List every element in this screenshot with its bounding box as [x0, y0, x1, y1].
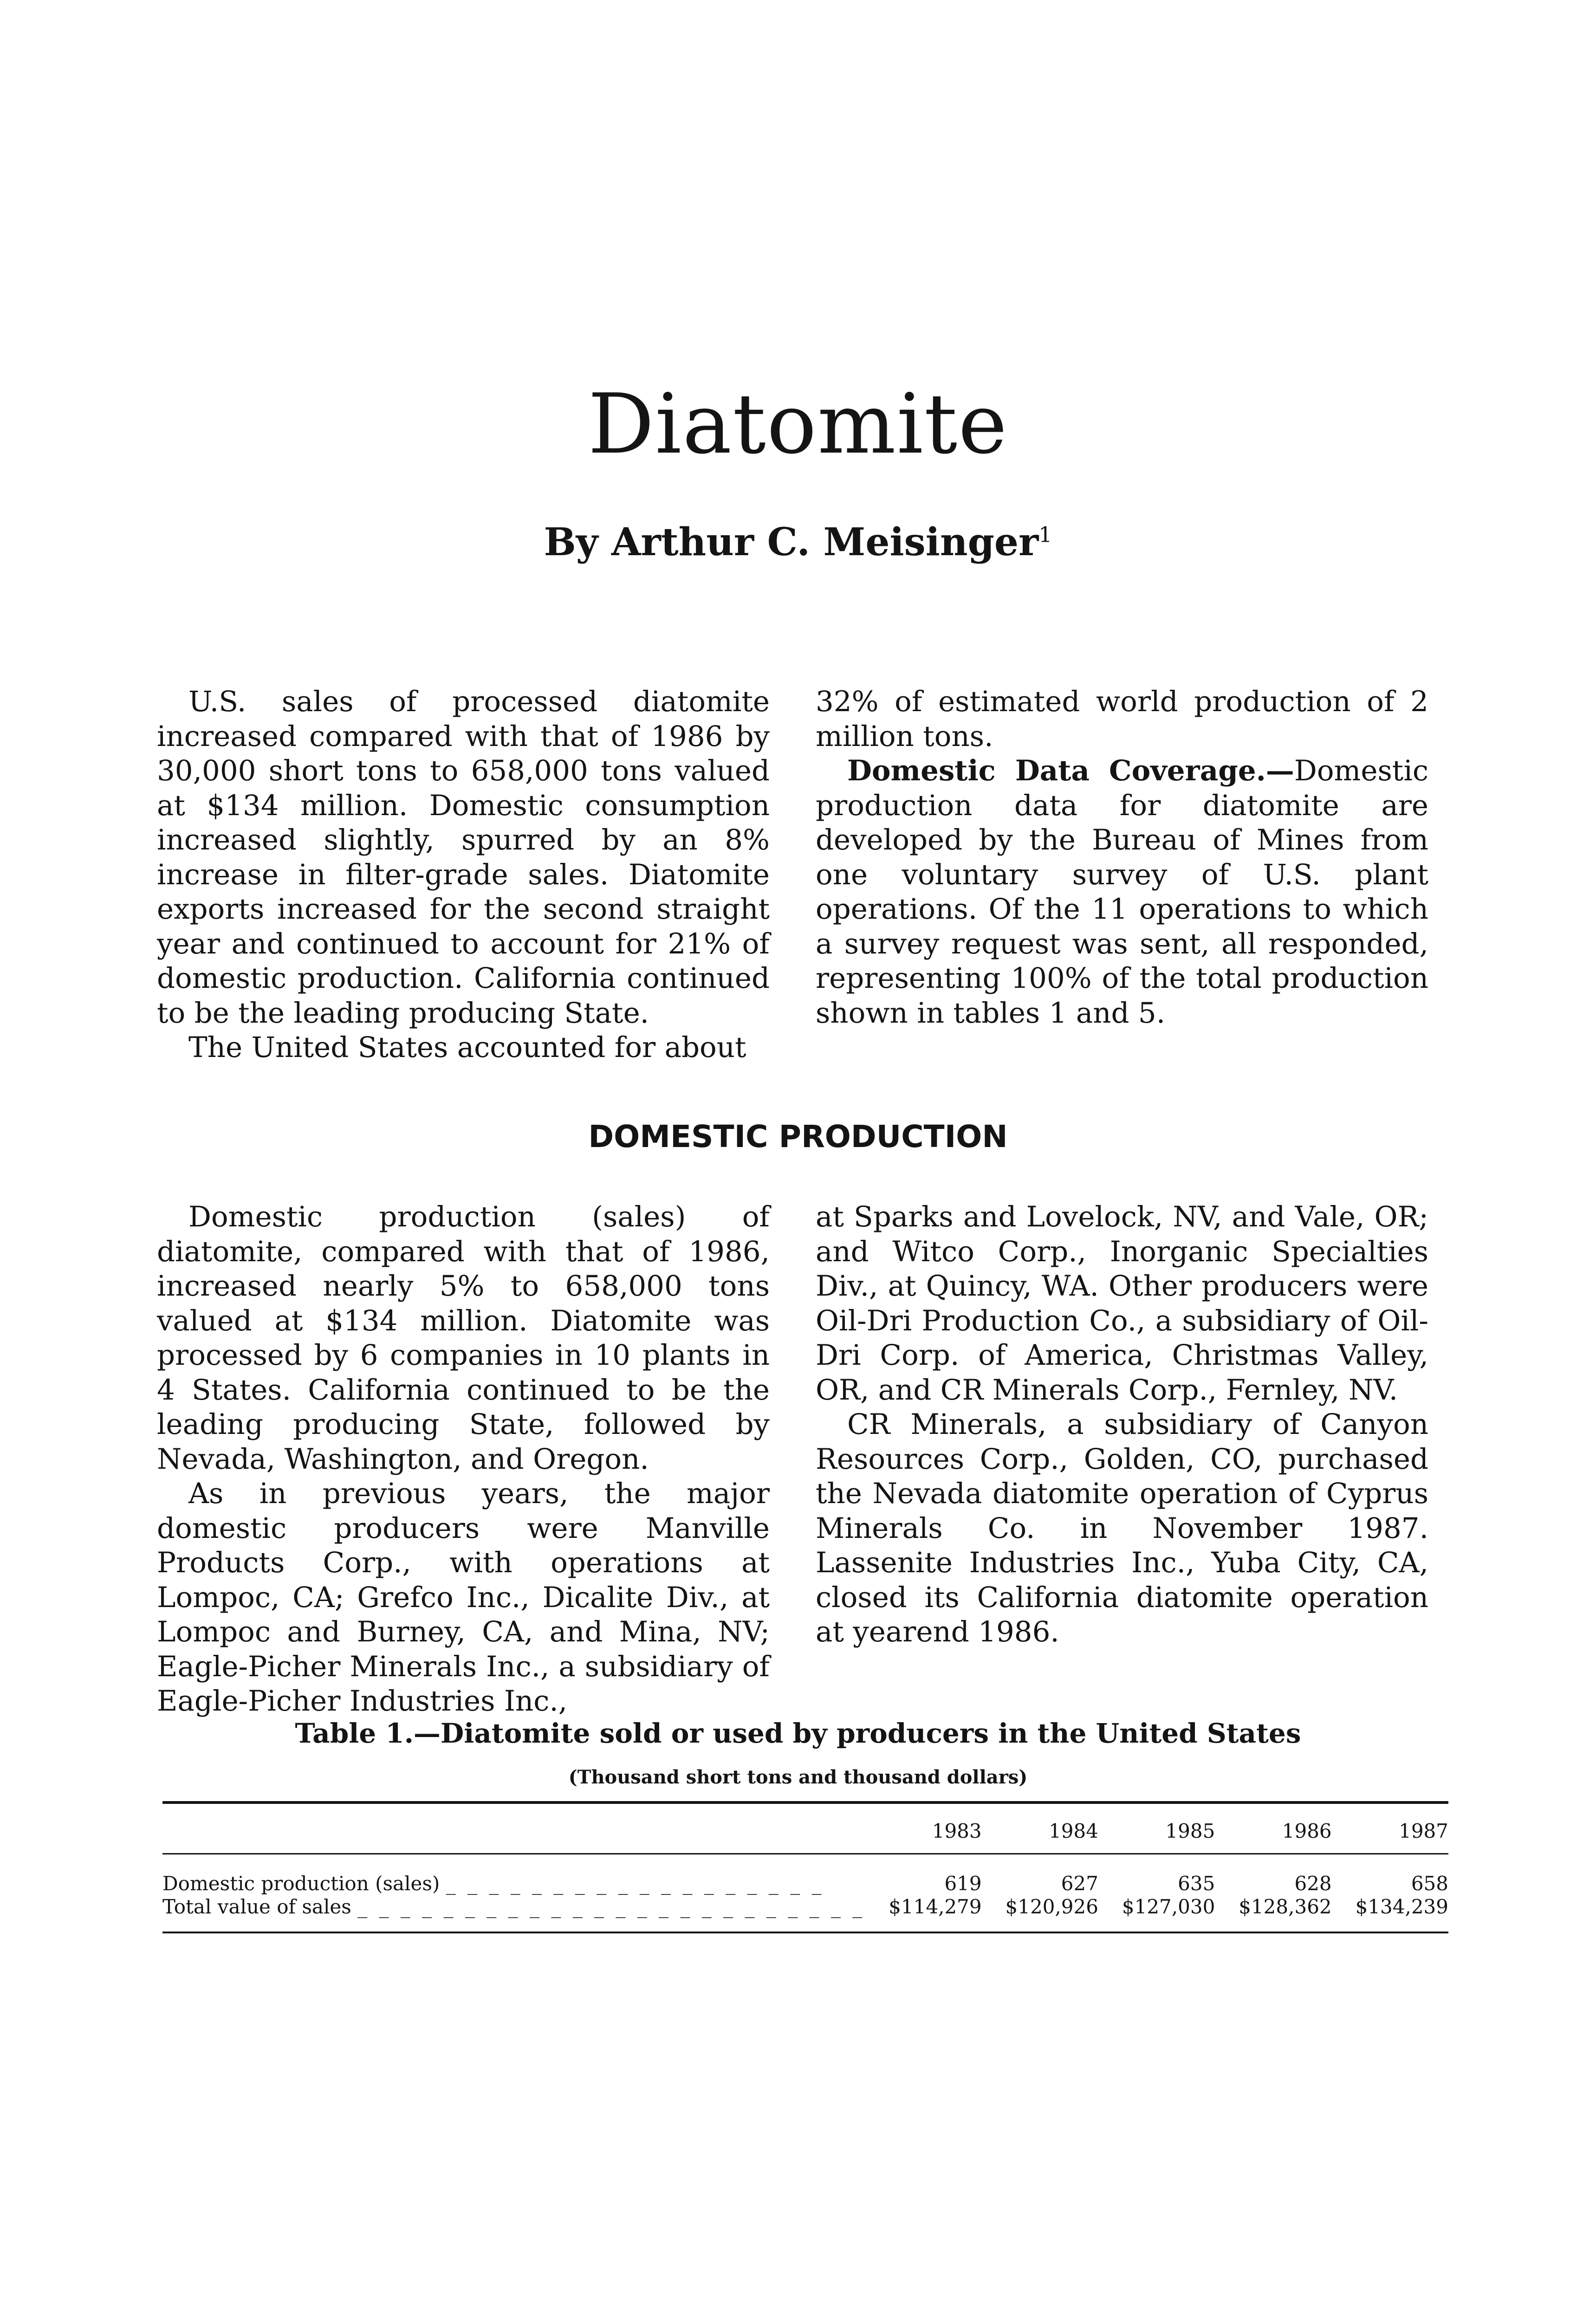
table-cell: $128,362	[1215, 1895, 1331, 1932]
data-coverage-heading: Domestic Data Coverage.—	[847, 754, 1294, 787]
table-cell: 627	[1061, 1872, 1098, 1895]
intro-paragraph-2-continued: 32% of estimated world production of 2 million tons.	[816, 685, 1428, 753]
byline	[0, 520, 1596, 564]
table-header-row	[162, 1802, 1448, 1854]
table-cell: $114,279	[865, 1895, 981, 1932]
section-heading-domestic-production: DOMESTIC PRODUCTION	[588, 1119, 1008, 1154]
domestic-paragraph-1: Domestic production (sales) of diatomite, compared with that of 1986, increased nearly 5% to 658,000 tons valued at $134 million. Diatomite was processed by 6 companies in 10 plants in 4 States. California continued to be the leading producing State, followed by Nevada, Washington, and Oregon.	[157, 1200, 770, 1476]
row-label-text: Domestic production (sales)	[162, 1872, 440, 1895]
domestic-paragraph-2-continued: at Sparks and Lovelock, NV, and Vale, OR; and Witco Corp., Inorganic Specialties Div., at Quincy, WA. Other producers were Oil-Dri Production Co., a subsidiary of Oil-Dri Corp. of America, Christmas Valley, OR, and CR Minerals Corp., Fernley, NV.	[816, 1200, 1428, 1407]
row-label	[162, 1854, 865, 1896]
table-cell: 658	[1411, 1872, 1448, 1895]
intro-paragraph-2: The United States accounted for about	[188, 1031, 746, 1064]
table-cell: 628	[1294, 1872, 1332, 1895]
table-cell: $120,926	[982, 1895, 1098, 1932]
domestic-right-column	[816, 1200, 1428, 1650]
table-header-year: 1985	[1098, 1802, 1215, 1854]
leader-dots: _ _ _ _ _ _ _ _ _ _ _ _ _ _ _ _ _ _	[446, 1872, 824, 1895]
table-header-year: 1984	[982, 1802, 1098, 1854]
intro-left-column	[157, 685, 770, 1065]
row-label-text: Total value of sales	[162, 1895, 351, 1918]
table-row	[162, 1854, 1448, 1896]
intro-right-column	[816, 685, 1428, 1031]
table-cell: 619	[944, 1872, 982, 1895]
table-1-title: Table 1.—Diatomite sold or used by producers in the United States	[295, 1718, 1301, 1749]
intro-paragraph-1: U.S. sales of processed diatomite increased compared with that of 1986 by 30,000 short tons to 658,000 tons valued at $134 million. Domestic consumption increased slightly, spurred by an 8% increase in filter-grade sales. Diatomite exports increased for the second straight year and continued to account for 21% of domestic production. California continued to be the leading producing State.	[157, 685, 770, 1030]
domestic-paragraph-2: As in previous years, the major domestic producers were Manville Products Corp., with operations at Lompoc, CA; Grefco Inc., Dicalite Div., at Lompoc and Burney, CA, and Mina, NV; Eagle-Picher Minerals Inc., a subsidiary of Eagle-Picher Industries Inc.,	[157, 1477, 770, 1718]
table-1-subtitle: (Thousand short tons and thousand dollars)	[568, 1766, 1028, 1788]
table-header-year: 1986	[1215, 1802, 1331, 1854]
table-header-stub	[162, 1802, 865, 1854]
table-header-year: 1987	[1332, 1802, 1448, 1854]
table-header-year: 1983	[865, 1802, 981, 1854]
author-name: By Arthur C. Meisinger	[544, 520, 1039, 564]
table-cell: $134,239	[1332, 1895, 1448, 1932]
data-coverage-paragraph	[816, 754, 1428, 1031]
data-coverage-text: Domestic production data for diatomite are developed by the Bureau of Mines from one voluntary survey of U.S. plant operations. Of the 11 operations to which a survey request was sent, all responded, representing 100% of the total production shown in tables 1 and 5.	[816, 754, 1428, 1030]
page-title: Diatomite	[588, 376, 1008, 472]
table-cell: 635	[1178, 1872, 1215, 1895]
leader-dots: _ _ _ _ _ _ _ _ _ _ _ _ _ _ _ _ _ _ _ _ _ _ _ _	[357, 1895, 865, 1918]
footnote-marker: 1	[1038, 522, 1052, 547]
table-row	[162, 1895, 1448, 1932]
table-1	[162, 1801, 1448, 1933]
domestic-left-column	[157, 1200, 770, 1719]
table-cell: $127,030	[1098, 1895, 1215, 1932]
domestic-paragraph-3: CR Minerals, a subsidiary of Canyon Resources Corp., Golden, CO, purchased the Nevada diatomite operation of Cyprus Minerals Co. in November 1987. Lassenite Industries Inc., Yuba City, CA, closed its California diatomite operation at yearend 1986.	[816, 1408, 1428, 1648]
row-label	[162, 1895, 865, 1932]
